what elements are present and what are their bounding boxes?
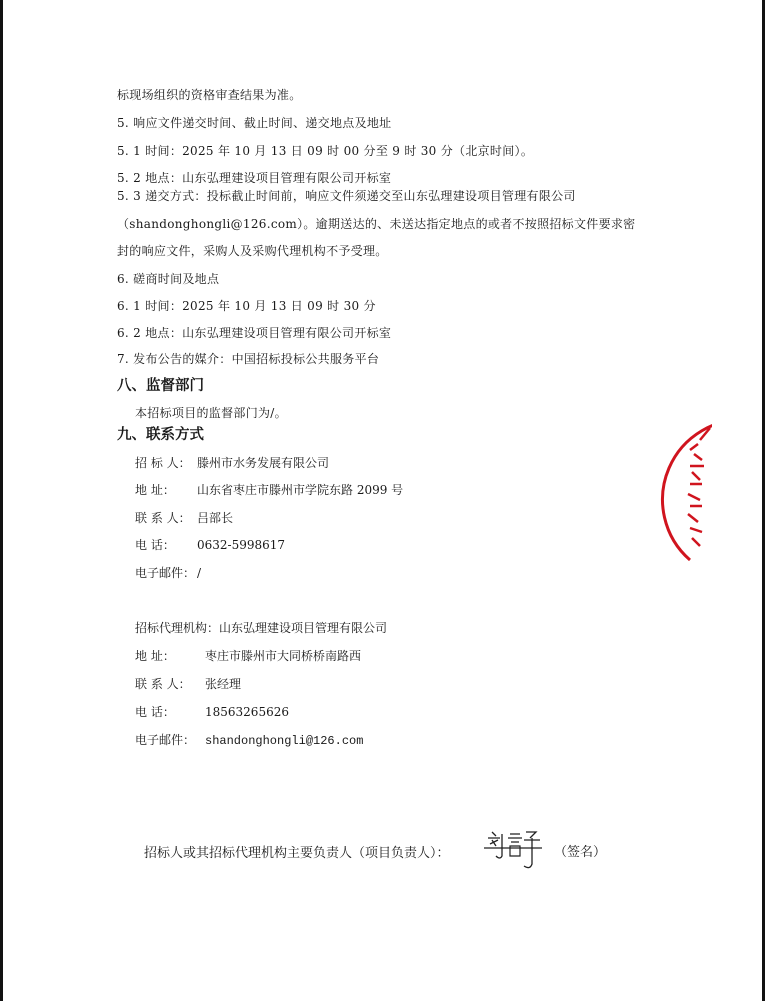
section-5-3-line1: 5. 3 递交方式：投标截止时间前，响应文件须递交至山东弘理建设项目管理有限公司: [117, 189, 576, 203]
label: 招标代理机构：: [135, 621, 220, 635]
tenderer-phone-row: [135, 537, 285, 553]
value: 山东省枣庄市滕州市学院东路 2099 号: [197, 483, 404, 497]
handwritten-signature-icon: [480, 826, 550, 876]
agency-phone-row: [135, 704, 289, 720]
signature-note: （签名）: [554, 845, 607, 860]
value: 山东弘理建设项目管理有限公司: [219, 621, 388, 635]
section-6-2: 6. 2 地点：山东弘理建设项目管理有限公司开标室: [117, 326, 392, 340]
section-6-title: 6. 磋商时间及地点: [117, 272, 220, 286]
section-5-3-line2: （shandonghongli@126.com）。逾期送达的、未送达指定地点的或者不按照招标文件要求密: [117, 217, 636, 231]
section-8-body: 本招标项目的监督部门为/。: [135, 406, 287, 420]
label: 联 系 人：: [135, 511, 191, 525]
section-9-heading: 九、联系方式: [117, 427, 204, 443]
tenderer-contact-row: [135, 510, 233, 526]
label: 招 标 人：: [135, 456, 191, 470]
tenderer-name-row: [135, 455, 329, 471]
agency-email-row: [135, 732, 363, 749]
label: 地 址：: [135, 649, 175, 663]
section-7: 7. 发布公告的媒介：中国招标投标公共服务平台: [117, 352, 380, 366]
value: 枣庄市滕州市大同桥桥南路西: [205, 649, 362, 663]
agency-contact-row: [135, 676, 241, 692]
label: 地 址：: [135, 483, 175, 497]
tenderer-address-row: [135, 482, 403, 498]
tenderer-email-row: [135, 565, 201, 581]
label: 电子邮件：: [135, 733, 196, 747]
official-seal-icon: [640, 410, 712, 570]
section-5-3-line3: 封的响应文件，采购人及采购代理机构不予受理。: [117, 244, 388, 258]
value: shandonghongli@126.com: [205, 734, 364, 748]
value: 18563265626: [205, 705, 289, 719]
value: /: [197, 566, 202, 580]
label: 电子邮件：: [135, 566, 196, 580]
value: 0632-5998617: [197, 538, 286, 552]
value: 吕部长: [197, 511, 234, 525]
section-5-2: 5. 2 地点：山东弘理建设项目管理有限公司开标室: [117, 171, 392, 185]
label: 联 系 人：: [135, 677, 191, 691]
agency-address-row: [135, 648, 361, 664]
label: 电 话：: [135, 538, 175, 552]
value: 张经理: [205, 677, 242, 691]
section-5-title: 5. 响应文件递交时间、截止时间、递交地点及地址: [117, 116, 392, 130]
section-5-1: 5. 1 时间：2025 年 10 月 13 日 09 时 00 分至 9 时 30 分（北京时间）。: [117, 144, 534, 158]
signature-caption: 招标人或其招标代理机构主要负责人（项目负责人）：: [144, 846, 450, 861]
section-8-heading: 八、监督部门: [117, 378, 204, 394]
text-line-qualification: 标现场组织的资格审查结果为准。: [117, 88, 302, 102]
agency-name-row: [135, 620, 387, 636]
value: 滕州市水务发展有限公司: [197, 456, 330, 470]
label: 电 话：: [135, 705, 175, 719]
section-6-1: 6. 1 时间：2025 年 10 月 13 日 09 时 30 分: [117, 299, 376, 313]
